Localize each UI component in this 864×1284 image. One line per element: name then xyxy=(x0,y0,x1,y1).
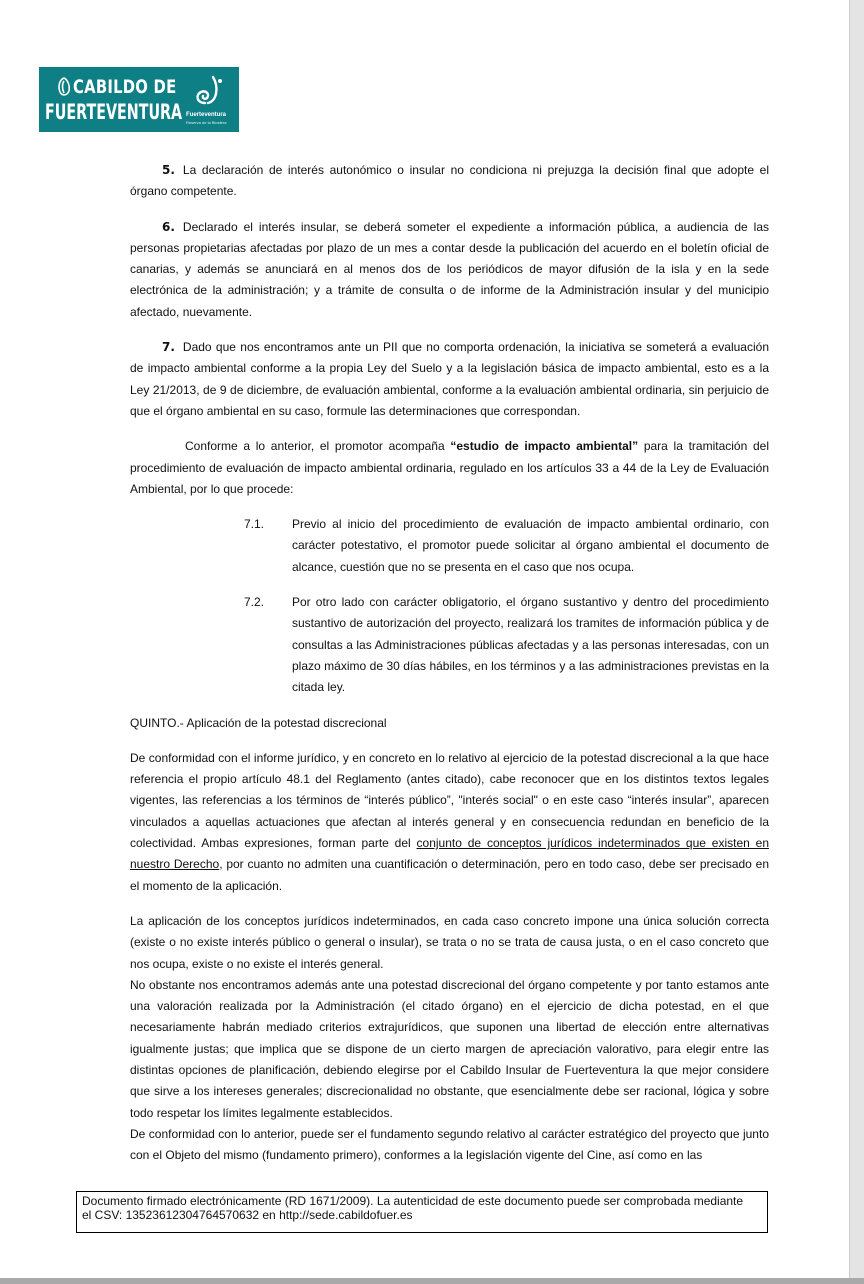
subitem-7-1 xyxy=(244,514,769,578)
paragraph-aplicacion: La aplicación de los conceptos jurídicos indeterminados, en cada caso concreto impone una única solución correcta (existe o no existe interés público o general o insular), se trata o no se trata de causa justa, o en el caso concreto que nos ocupa, existe o no existe el interés general. xyxy=(130,913,769,971)
logo-sub1: Fuerteventura xyxy=(186,112,227,118)
page-edge xyxy=(849,0,864,1284)
logo-line2: FUERTEVENTURA xyxy=(45,100,183,124)
para-text: De conformidad con el informe jurídico, y en concreto en lo relativo al ejercicio de la potestad discrecional a la que hace referencia el propio artículo 48.1 del Reglamento (antes citado), cabe reconocer que en los distintos textos legales vigentes, las referencias a los términos de “interés público”, "interés social" o en este caso “interés insular”, aparecen vinculados a aquellas actuaciones que afectan al interés general y en consecuencia redundan en beneficio de la colectividad. Ambas expresiones, forman parte del xyxy=(130,750,769,851)
section-number: 5. xyxy=(162,163,175,177)
underlined-text: conjunto de conceptos jurídicos indeterminados que existen en nuestro Derecho xyxy=(130,836,769,872)
section-text: Declarado el interés insular, se deberá someter el expediente a información pública, a audiencia de las personas propietarias afectadas por plazo de un mes a contar desde la publicación del acuerdo en el boletín oficial de canarias, y además se anunciará en al menos dos de los periódicos de mayor difusión de la isla y en la sede electrónica de la administración; y a trámite de consulta o de informe de la Administración insular y del municipio afectado, nuevamente. xyxy=(130,219,769,319)
section-text: Dado que nos encontramos ante un PII que no comporta ordenación, la iniciativa se someterá a evaluación de impacto ambiental conforme a la propia Ley del Suelo y a la legislación básica de impacto ambiental, esto es a la Ley 21/2013, de 9 de diciembre, de evaluación ambiental, conforme a la evaluación ambiental ordinaria, sin perjuicio de que el órgano ambiental en su caso, formule las determinaciones que correspondan. xyxy=(130,340,769,418)
subitem-number: 7.2. xyxy=(244,595,265,610)
subitem-number: 7.1. xyxy=(244,517,265,532)
section-number: 6. xyxy=(162,219,175,234)
spiral-icon xyxy=(191,73,225,111)
logo-sub2: Reserva de la Biosfera xyxy=(186,120,227,125)
paragraph-no-obstante: No obstante nos encontramos además ante una potestad discrecional del órgano competente y por tanto estamos ante una valoración realizada por la Administración (el citado órgano) en el ejercicio de dicha potestad, en el que necesariamente habrán mediado criterios extrajurídicos, que suponen una libertad de elección entre alternativas igualmente justas; que implica que se dispone de un cierto margen de apreciación valorativo, para elegir entre las distintas opciones de planificación, debiendo elegirse por el Cabildo Insular de Fuerteventura la que mejor considere que sirve a los intereses generales; discrecionalidad no obstante, que esencialmente debe ser racional, lógica y sobre todo respetar los límites legalmente establecidos. xyxy=(130,977,769,1120)
section-text: La declaración de interés autonómico o insular no condiciona ni prejuzga la decisión final que adopte el órgano competente. xyxy=(130,163,769,199)
section-7 xyxy=(130,337,769,422)
shell-icon xyxy=(57,77,71,97)
conforme-text: Conforme a lo anterior, el promotor acompaña xyxy=(185,439,451,454)
conforme-bold: “estudio de impacto ambiental” xyxy=(450,439,639,454)
signature-footer xyxy=(76,1191,768,1233)
quinto-heading: QUINTO.- Aplicación de la potestad discrecional xyxy=(130,715,387,730)
paragraph-de-conformidad: De conformidad con lo anterior, puede ser el fundamento segundo relativo al carácter estratégico del proyecto que junto con el Objeto del mismo (fundamento primero), conformes a la legislación vigente del Cine, así como en las xyxy=(130,1126,769,1163)
section-number: 7. xyxy=(162,340,175,355)
conforme-paragraph xyxy=(130,436,769,500)
subitem-text: Previo al inicio del procedimiento de evaluación de impacto ambiental ordinario, con carácter potestativo, el promotor puede solicitar al órgano ambiental el documento de alcance, cuestión que no se presenta en el caso que nos ocupa. xyxy=(292,517,769,574)
document-body xyxy=(130,160,769,1166)
footer-line1: Documento firmado electrónicamente (RD 1671/2009). La autenticidad de este documento puede ser comprobada mediante xyxy=(82,1194,744,1208)
conforme-text-end: para la tramitación del procedimiento de evaluación de impacto ambiental ordinaria, regulado en los artículos 33 a 44 de la Ley de Evaluación Ambiental, por lo que procede: xyxy=(130,439,769,496)
logo-line1: CABILDO DE xyxy=(73,76,177,98)
footer-line2: el CSV: 13523612304764570632 en http://sede.cabildofuer.es xyxy=(82,1208,413,1222)
section-6 xyxy=(130,217,769,323)
bottom-bar xyxy=(0,1278,864,1284)
cabildo-logo xyxy=(39,67,239,132)
para-text-end: , por cuanto no admiten una cuantificación o determinación, pero en todo caso, debe ser precisado en el momento de la aplicación. xyxy=(130,857,769,893)
section-5 xyxy=(130,160,769,203)
paragraph-conformidad xyxy=(130,748,769,897)
subitem-text: Por otro lado con carácter obligatorio, el órgano sustantivo y dentro del procedimiento sustantivo de autorización del proyecto, realizará los tramites de información pública y de consultas a las Administraciones públicas afectadas y a las personas interesadas, con un plazo máximo de 30 días hábiles, en los términos y a las administraciones previstas en la citada ley. xyxy=(292,595,769,695)
subitem-7-2 xyxy=(244,592,769,698)
